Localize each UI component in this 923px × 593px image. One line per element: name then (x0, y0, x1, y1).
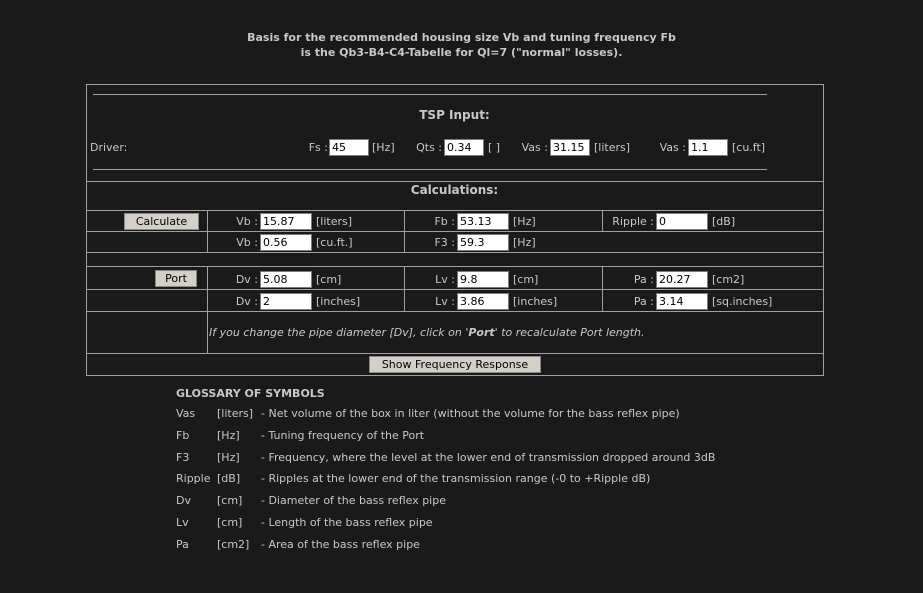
qts-input[interactable] (444, 139, 484, 156)
lv-inches-input[interactable] (457, 293, 509, 310)
glossary-unit: [cm] (217, 494, 243, 507)
glossary-unit: [dB] (217, 472, 241, 485)
divider (602, 210, 603, 232)
divider (86, 266, 823, 267)
note-text: If you change the pipe diameter [Dv], click on ' (209, 326, 469, 339)
divider (93, 169, 767, 170)
vb-liters-unit: [liters] (316, 215, 353, 228)
vb-cuft-label: Vb : (236, 236, 258, 249)
fs-unit: [Hz] (372, 141, 395, 154)
show-frequency-response-button[interactable]: Show Frequency Response (369, 356, 541, 373)
pa-sqin-input[interactable] (656, 293, 708, 310)
f3-label: F3 : (434, 236, 455, 249)
vas-liters-label: Vas : (521, 141, 548, 154)
divider (86, 353, 823, 354)
glossary-unit: [Hz] (217, 451, 240, 464)
glossary-unit: [liters] (217, 407, 254, 420)
glossary-symbol: Fb (176, 429, 190, 442)
f3-unit: [Hz] (513, 236, 536, 249)
dv-cm-input[interactable] (260, 271, 312, 288)
dv-cm-unit: [cm] (316, 273, 342, 286)
fb-unit: [Hz] (513, 215, 536, 228)
lv-inches-unit: [inches] (513, 295, 558, 308)
fs-label: Fs : (308, 141, 328, 154)
fb-input[interactable] (457, 213, 509, 230)
glossary-title: GLOSSARY OF SYMBOLS (176, 387, 325, 400)
intro-text (0, 30, 923, 60)
glossary-description: - Area of the bass reflex pipe (261, 538, 420, 551)
glossary-symbol: Ripple (176, 472, 211, 485)
ripple-label: Ripple : (612, 215, 654, 228)
vas-liters-input[interactable] (550, 139, 590, 156)
vb-cuft-unit: [cu.ft.] (316, 236, 353, 249)
glossary-unit: [Hz] (217, 429, 240, 442)
divider (602, 266, 603, 312)
divider (86, 289, 823, 290)
glossary-description: - Length of the bass reflex pipe (261, 516, 433, 529)
f3-input[interactable] (457, 234, 509, 251)
vb-liters-input[interactable] (260, 213, 312, 230)
vas-cuft-label: Vas : (659, 141, 686, 154)
divider (86, 252, 823, 253)
qts-unit: [ ] (488, 141, 501, 154)
qts-label: Qts : (416, 141, 442, 154)
glossary-unit: [cm2] (217, 538, 250, 551)
tsp-input-heading: TSP Input: (419, 108, 490, 122)
lv-cm-input[interactable] (457, 271, 509, 288)
fs-input[interactable] (329, 139, 369, 156)
glossary-symbol: F3 (176, 451, 190, 464)
pa-sqin-unit: [sq.inches] (712, 295, 773, 308)
glossary-description: - Frequency, where the level at the lower end of transmission dropped around 3dB (261, 451, 716, 464)
divider (404, 210, 405, 253)
divider (86, 311, 823, 312)
dv-cm-label: Dv : (235, 273, 258, 286)
dv-inches-unit: [inches] (316, 295, 361, 308)
ripple-input[interactable] (656, 213, 708, 230)
driver-label: Driver: (90, 141, 128, 154)
divider (86, 181, 823, 182)
glossary-description: - Diameter of the bass reflex pipe (261, 494, 446, 507)
dv-inches-label: Dv : (235, 295, 258, 308)
divider (207, 266, 208, 354)
ripple-unit: [dB] (712, 215, 736, 228)
dv-inches-input[interactable] (260, 293, 312, 310)
glossary-symbol: Lv (176, 516, 189, 529)
pa-cm2-label: Pa : (633, 273, 654, 286)
note-port-keyword: Port (468, 326, 495, 339)
glossary-symbol: Pa (176, 538, 189, 551)
divider (207, 210, 208, 253)
glossary-symbol: Dv (176, 494, 191, 507)
divider (404, 266, 405, 312)
divider (86, 210, 823, 211)
note-text: ' to recalculate Port length. (494, 326, 645, 339)
calculations-heading: Calculations: (410, 183, 499, 197)
intro-line-1: Basis for the recommended housing size Vb and tuning frequency Fb (247, 31, 676, 44)
vb-liters-label: Vb : (236, 215, 258, 228)
divider (93, 94, 767, 95)
port-button[interactable]: Port (155, 270, 197, 287)
vb-cuft-input[interactable] (260, 234, 312, 251)
pa-cm2-input[interactable] (656, 271, 708, 288)
lv-inches-label: Lv : (435, 295, 455, 308)
glossary-unit: [cm] (217, 516, 243, 529)
pa-cm2-unit: [cm2] (712, 273, 745, 286)
glossary-description: - Ripples at the lower end of the transmission range (-0 to +Ripple dB) (261, 472, 651, 485)
divider (86, 231, 823, 232)
fb-label: Fb : (434, 215, 455, 228)
vas-cuft-input[interactable] (688, 139, 728, 156)
intro-line-2: is the Qb3-B4-C4-Tabelle for Ql=7 ("normal" losses). (300, 46, 623, 59)
calculate-button[interactable]: Calculate (124, 213, 199, 230)
pa-sqin-label: Pa : (633, 295, 654, 308)
glossary-symbol: Vas (176, 407, 196, 420)
vas-cuft-unit: [cu.ft] (732, 141, 766, 154)
lv-cm-label: Lv : (435, 273, 455, 286)
glossary-description: - Net volume of the box in liter (without the volume for the bass reflex pipe) (261, 407, 680, 420)
vas-liters-unit: [liters] (594, 141, 631, 154)
port-recalc-note (209, 326, 645, 339)
lv-cm-unit: [cm] (513, 273, 539, 286)
glossary-description: - Tuning frequency of the Port (261, 429, 425, 442)
